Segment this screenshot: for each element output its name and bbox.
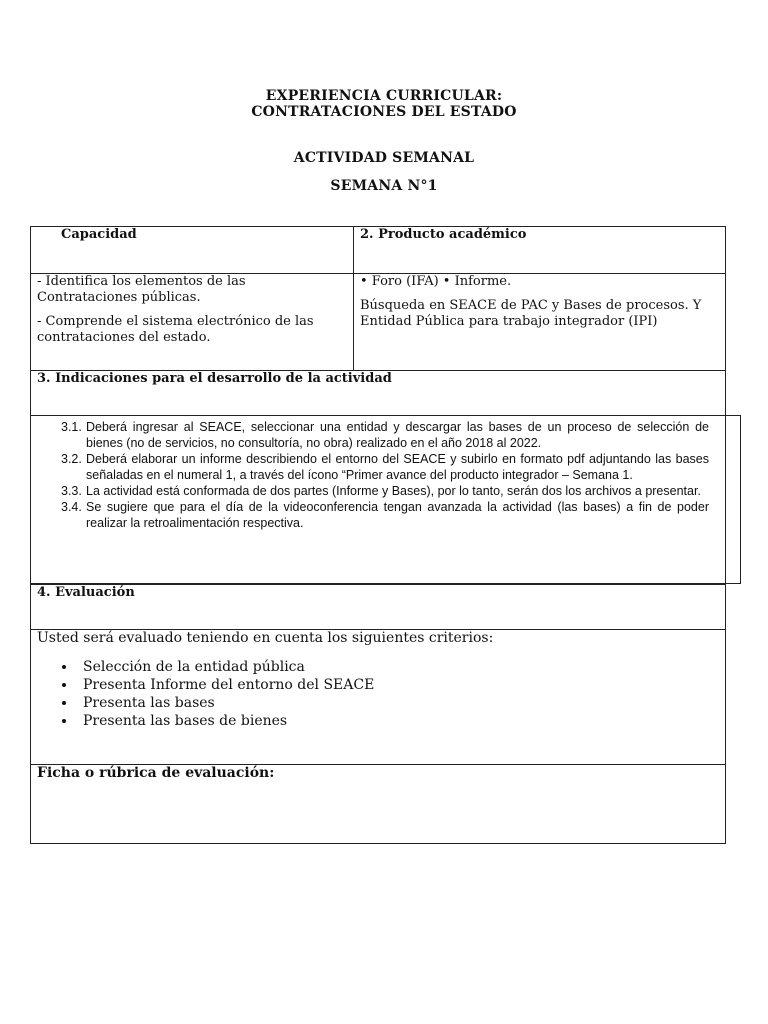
capacidad-header: Capacidad bbox=[31, 227, 354, 274]
evaluacion-cell bbox=[31, 630, 726, 765]
producto-item: • Foro (IFA) • Informe. bbox=[360, 274, 512, 289]
list-item bbox=[61, 419, 709, 451]
evaluacion-title: 4. Evaluación bbox=[31, 585, 726, 630]
list-item bbox=[61, 451, 709, 483]
item-text: Deberá elaborar un informe describiendo el entorno del SEACE y subirlo en formato pdf adjuntando las bases señaladas en el numeral 1, a través del ícono “Primer avance del producto integrador – Semana 1. bbox=[86, 452, 709, 482]
evaluacion-intro: Usted será evaluado teniendo en cuenta los siguientes criterios: bbox=[37, 630, 494, 646]
section-header-row bbox=[31, 585, 726, 630]
course-title: CONTRATACIONES DEL ESTADO bbox=[251, 104, 517, 120]
indicaciones-row bbox=[31, 416, 726, 585]
item-number: 3.3. bbox=[61, 484, 82, 498]
list-item: • Presenta Informe del entorno del SEACE bbox=[77, 676, 719, 694]
capacidad-item: - Identifica los elementos de las Contrataciones públicas. bbox=[37, 274, 246, 305]
indicaciones-list bbox=[61, 419, 709, 531]
section-header-row bbox=[31, 371, 726, 416]
list-item bbox=[61, 483, 709, 499]
indicaciones-cell bbox=[31, 416, 726, 585]
evaluacion-row bbox=[31, 630, 726, 765]
activity-table bbox=[30, 226, 726, 844]
activity-title: ACTIVIDAD SEMANAL bbox=[293, 150, 475, 166]
list-item: • Presenta las bases de bienes bbox=[77, 712, 719, 730]
indicaciones-title: 3. Indicaciones para el desarrollo de la actividad bbox=[31, 371, 726, 416]
capacidad-cell bbox=[31, 274, 354, 371]
producto-header: 2. Producto académico bbox=[354, 227, 726, 274]
criteria-list bbox=[37, 658, 719, 730]
producto-cell bbox=[354, 274, 726, 371]
item-number: 3.2. bbox=[61, 452, 82, 466]
capacidad-item: - Comprende el sistema electrónico de las contrataciones del estado. bbox=[37, 314, 314, 345]
course-label: EXPERIENCIA CURRICULAR: bbox=[265, 88, 503, 104]
ficha-label: Ficha o rúbrica de evaluación: bbox=[31, 765, 726, 844]
table-row bbox=[31, 274, 726, 371]
ficha-row bbox=[31, 765, 726, 844]
producto-item: Búsqueda en SEACE de PAC y Bases de procesos. Y Entidad Pública para trabajo integrador (IPI) bbox=[360, 298, 702, 329]
item-text: Deberá ingresar al SEACE, seleccionar una entidad y descargar las bases de un proceso de selección de bienes (no de servicios, no consultoría, no obra) realizado en el año 2018 al 2022. bbox=[86, 420, 709, 450]
week-title: SEMANA N°1 bbox=[330, 178, 438, 194]
table-header-row bbox=[31, 227, 726, 274]
item-number: 3.4. bbox=[61, 500, 82, 514]
item-text: Se sugiere que para el día de la videoconferencia tengan avanzada la actividad (las bases) a fin de poder realizar la retroalimentación respectiva. bbox=[86, 500, 709, 530]
item-text: La actividad está conformada de dos partes (Informe y Bases), por lo tanto, serán dos los archivos a presentar. bbox=[86, 484, 701, 498]
list-item bbox=[61, 499, 709, 531]
list-item: • Selección de la entidad pública bbox=[77, 658, 719, 676]
item-number: 3.1. bbox=[61, 420, 82, 434]
list-item: • Presenta las bases bbox=[77, 694, 719, 712]
